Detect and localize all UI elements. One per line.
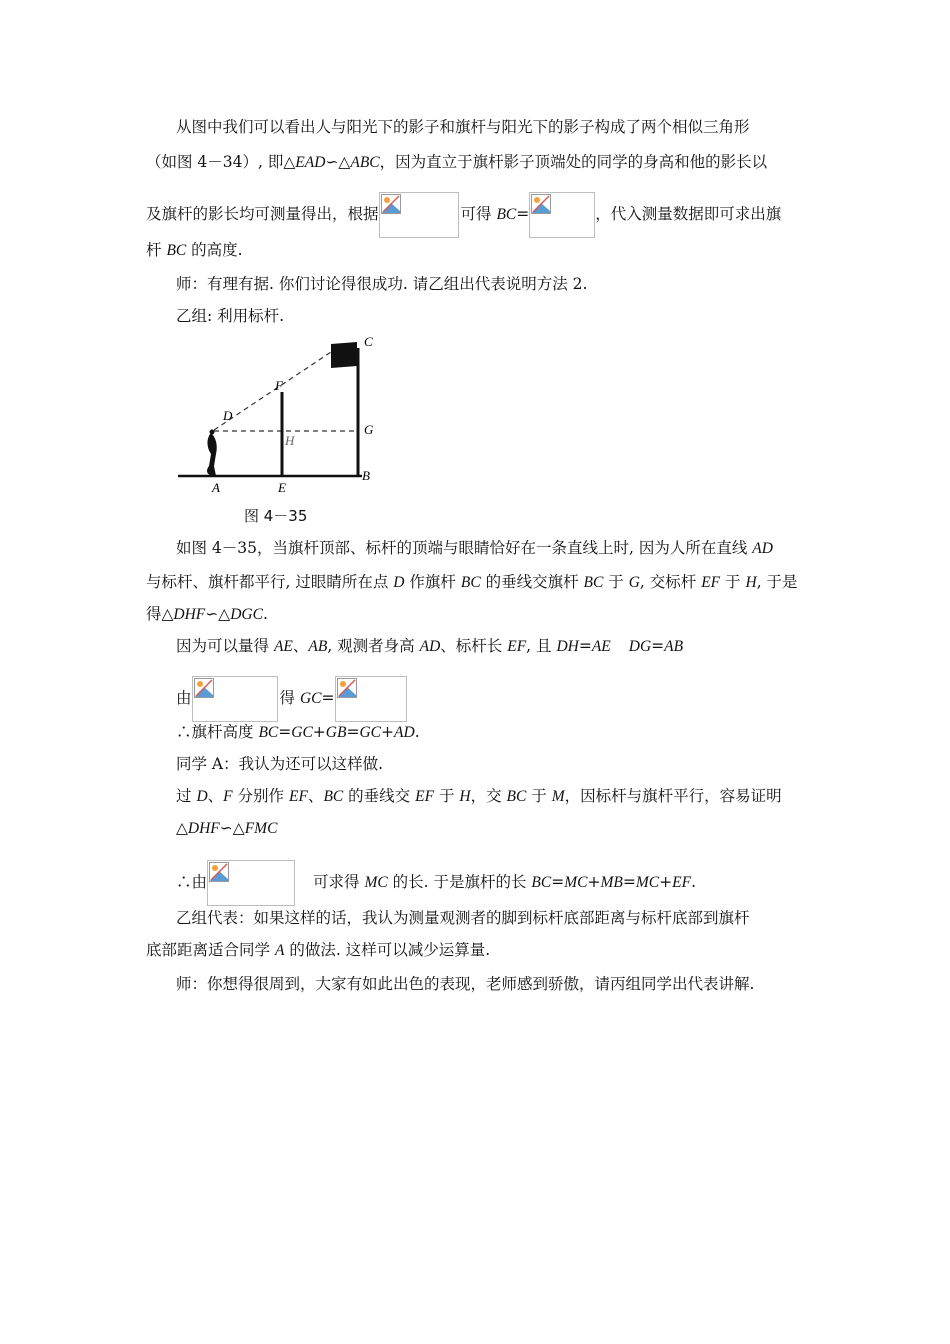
- var: ABC: [350, 154, 380, 171]
- text: 于: [526, 787, 552, 805]
- var: EF: [288, 788, 308, 805]
- var: GB: [325, 724, 347, 741]
- text: =: [516, 205, 530, 223]
- var: AD: [752, 540, 773, 557]
- var: GC: [291, 724, 313, 741]
- var: AB: [308, 638, 328, 655]
- var: AE: [273, 638, 293, 655]
- text: , 交标杆: [639, 573, 702, 591]
- var: AB: [664, 638, 684, 655]
- text: =: [346, 723, 360, 741]
- text: 因为可以量得: [176, 637, 274, 655]
- text: .: [414, 723, 420, 741]
- var: AD: [419, 638, 441, 655]
- text: +: [587, 873, 601, 891]
- var: D: [393, 574, 405, 591]
- var: EF: [701, 574, 721, 591]
- text: 、: [292, 637, 309, 655]
- var: A: [274, 942, 285, 959]
- var: MC: [364, 874, 388, 891]
- text: 可得: [460, 205, 497, 223]
- student-a-line: 同学 A：我认为还可以这样做.: [176, 755, 384, 773]
- var: BC: [506, 788, 527, 805]
- text: 分别作: [232, 787, 289, 805]
- var: DH: [556, 638, 579, 655]
- para3-line1: [176, 636, 683, 657]
- var: FMC: [244, 820, 278, 837]
- text: 于: [720, 573, 746, 591]
- var: GC: [299, 690, 322, 707]
- text: 的高度.: [186, 241, 243, 259]
- group-b-heading: 乙组: 利用标杆.: [176, 307, 285, 325]
- broken-image-icon: [337, 678, 357, 698]
- var: GC: [359, 724, 382, 741]
- formula-image-placeholder: [192, 676, 278, 722]
- teacher-line-2: 师：你想得很周到，大家有如此出色的表现，老师感到骄傲，请丙组同学出代表讲解.: [176, 975, 755, 993]
- para1-line3: [146, 192, 781, 238]
- var: EF: [507, 638, 527, 655]
- var: BC: [166, 242, 187, 259]
- broken-image-icon: [209, 862, 229, 882]
- var: H: [459, 788, 471, 805]
- text: 于: [434, 787, 460, 805]
- para1-line1: 从图中我们可以看出人与阳光下的影子和旗杆与阳光下的影子构成了两个相似三角形: [176, 118, 750, 136]
- text: 及旗杆的影长均可测量得出，根据: [146, 205, 379, 223]
- para2-line3: [146, 604, 268, 625]
- label-d: D: [223, 408, 233, 423]
- text: △: [176, 819, 188, 837]
- label-e: E: [278, 480, 286, 495]
- text: 作旗杆: [404, 573, 461, 591]
- broken-image-icon: [381, 194, 401, 214]
- text: 得: [279, 689, 300, 707]
- var: BC: [323, 788, 344, 805]
- teacher-line-1: 师：有理有据. 你们讨论得很成功. 请乙组出代表说明方法 2.: [176, 275, 588, 293]
- text: ∴由: [176, 873, 208, 891]
- text: =: [321, 689, 335, 707]
- text: =: [278, 723, 292, 741]
- text: .: [691, 873, 696, 891]
- para2-line2: [146, 572, 798, 593]
- text: 可求得: [313, 873, 365, 891]
- label-b: B: [362, 468, 370, 483]
- text: +: [659, 873, 673, 891]
- var: BC: [460, 574, 481, 591]
- text: ，代入测量数据即可求出旗: [595, 205, 782, 223]
- group-b-rep-line2: [146, 940, 490, 961]
- formula-image-placeholder: [335, 676, 407, 722]
- var: DG: [628, 638, 652, 655]
- var: MB: [600, 874, 623, 891]
- formula-image-placeholder: [379, 192, 459, 238]
- label-g: G: [364, 422, 374, 437]
- var: EAD: [295, 154, 326, 171]
- text: +: [312, 723, 326, 741]
- para4-line2: [176, 818, 277, 839]
- text: ，因为直立于旗杆影子顶端处的同学的身高和他的影长以: [379, 153, 768, 171]
- para1-line4: [146, 240, 243, 261]
- text: 由: [176, 689, 192, 707]
- text: =: [651, 637, 665, 655]
- para4-line1: [176, 786, 782, 807]
- text: , 观测者身高: [327, 637, 420, 655]
- text: ∽△: [205, 605, 231, 623]
- var: BC: [583, 574, 604, 591]
- var: M: [551, 788, 565, 805]
- para2-line1: [176, 538, 773, 559]
- text: ∽△: [219, 819, 245, 837]
- text: 、: [207, 787, 224, 805]
- text: 的长. 于是旗杆的长: [387, 873, 532, 891]
- group-b-rep-line1: 乙组代表：如果这样的话，我认为测量观测者的脚到标杆底部距离与标杆底部到旗杆: [176, 909, 750, 927]
- text: 、标杆长: [440, 637, 508, 655]
- var: DHF: [173, 606, 206, 623]
- label-f: F: [275, 378, 283, 393]
- text: 、: [307, 787, 324, 805]
- var: BC: [496, 206, 517, 223]
- text: （如图 4－34）, 即△: [146, 153, 296, 171]
- label-a: A: [212, 480, 220, 495]
- text: , 于是: [756, 573, 798, 591]
- var: F: [223, 788, 233, 805]
- var: H: [745, 574, 757, 591]
- therefore-line-1: [176, 722, 420, 743]
- text: 过: [176, 787, 197, 805]
- text: , 且: [526, 637, 557, 655]
- text: 得△: [146, 605, 174, 623]
- text: =: [622, 873, 636, 891]
- person-silhouette: [207, 434, 217, 476]
- text: ∴旗杆高度: [176, 723, 259, 741]
- text: 的垂线交: [343, 787, 416, 805]
- var: MC: [635, 874, 660, 891]
- figure-caption: 图 4－35: [244, 507, 308, 525]
- var: EF: [672, 874, 692, 891]
- var: BC: [258, 724, 279, 741]
- text: 的垂线交旗杆: [480, 573, 584, 591]
- text: 底部距离适合同学: [146, 941, 275, 959]
- text: ∽△: [325, 153, 351, 171]
- therefore-line-2: [176, 860, 696, 906]
- person-eye: [210, 430, 215, 435]
- var: G: [628, 574, 640, 591]
- var: D: [196, 788, 208, 805]
- text: ，因标杆与旗杆平行，容易证明: [564, 787, 782, 805]
- var: AE: [591, 638, 611, 655]
- text: 的做法. 这样可以减少运算量.: [284, 941, 491, 959]
- text: 如图 4－35，当旗杆顶部、标杆的顶端与眼睛恰好在一条直线上时, 因为人所在直线: [176, 539, 753, 557]
- text: 于: [603, 573, 629, 591]
- para1-line2: [146, 152, 767, 173]
- text: +: [381, 723, 395, 741]
- formula-image-placeholder: [207, 860, 295, 906]
- var: BC: [531, 874, 552, 891]
- text: =: [578, 637, 592, 655]
- figure-4-35-diagram: [176, 330, 398, 530]
- text: .: [262, 605, 268, 623]
- label-h: H: [285, 433, 295, 448]
- var: EF: [415, 788, 435, 805]
- broken-image-icon: [531, 194, 551, 214]
- text: ，交: [470, 787, 507, 805]
- var: DGC: [230, 606, 263, 623]
- broken-image-icon: [194, 678, 214, 698]
- var: AD: [394, 724, 415, 741]
- var: DHF: [187, 820, 220, 837]
- text: =: [551, 873, 565, 891]
- text: 杆: [146, 241, 167, 259]
- formula-image-placeholder: [529, 192, 595, 238]
- formula-row-1: [176, 676, 407, 722]
- text: 与标杆、旗杆都平行, 过眼睛所在点: [146, 573, 394, 591]
- flag: [331, 342, 357, 368]
- label-c: C: [364, 334, 373, 349]
- var: MC: [564, 874, 588, 891]
